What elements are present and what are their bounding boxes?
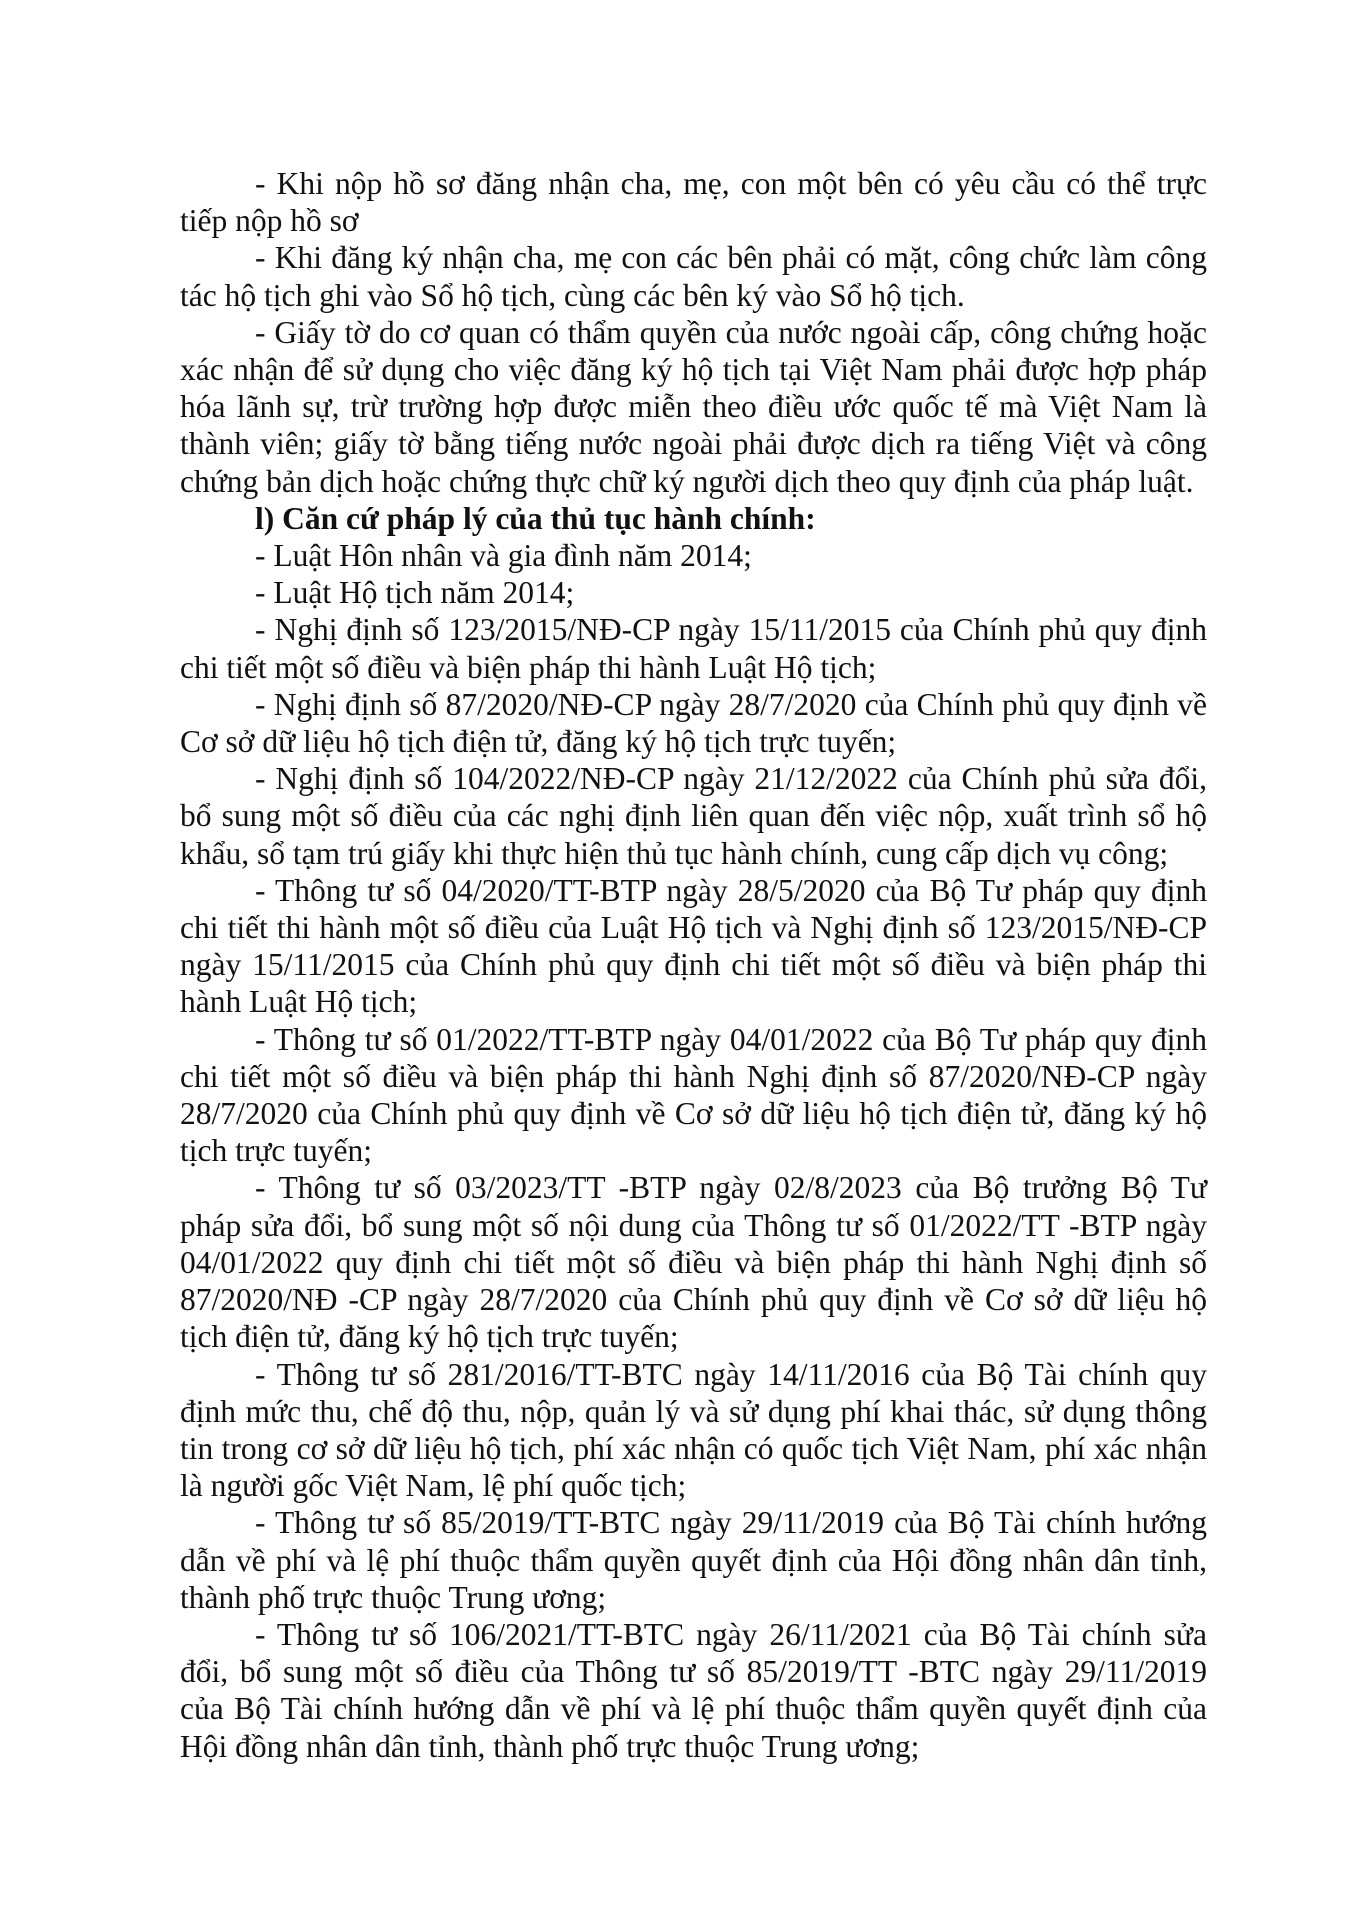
legal-basis-item: - Luật Hôn nhân và gia đình năm 2014; — [255, 538, 752, 574]
paragraph-submission-note: - Khi nộp hồ sơ đăng nhận cha, mẹ, con một bên có yêu cầu có thể trực tiếp nộp hồ sơ — [180, 166, 1207, 239]
legal-basis-item: - Thông tư số 04/2020/TT-BTP ngày 28/5/2020 của Bộ Tư pháp quy định chi tiết thi hành một số điều của Luật Hộ tịch và Nghị định số 123/2015/NĐ-CP ngày 15/11/2015 của Chính phủ quy định chi tiết một số điều và biện pháp thi hành Luật Hộ tịch; — [180, 872, 1207, 1020]
legal-basis-item: - Luật Hộ tịch năm 2014; — [255, 575, 575, 611]
legal-basis-item: - Thông tư số 01/2022/TT-BTP ngày 04/01/2022 của Bộ Tư pháp quy định chi tiết một số điều và biện pháp thi hành Nghị định số 87/2020/NĐ-CP ngày 28/7/2020 của Chính phủ quy định về Cơ sở dữ liệu hộ tịch điện tử, đăng ký hộ tịch trực tuyến; — [180, 1021, 1207, 1169]
paragraph-presence-note: - Khi đăng ký nhận cha, mẹ con các bên phải có mặt, công chức làm công tác hộ tịch ghi vào Sổ hộ tịch, cùng các bên ký vào Sổ hộ tịch. — [180, 240, 1207, 313]
section-heading-legal-basis: l) Căn cứ pháp lý của thủ tục hành chính: — [255, 500, 816, 536]
paragraph-foreign-documents-note: - Giấy tờ do cơ quan có thẩm quyền của nước ngoài cấp, công chứng hoặc xác nhận để sử dụng cho việc đăng ký hộ tịch tại Việt Nam phải được hợp pháp hóa lãnh sự, trừ trường hợp được miễn theo điều ước quốc tế mà Việt Nam là thành viên; giấy tờ bằng tiếng nước ngoài phải được dịch ra tiếng Việt và công chứng bản dịch hoặc chứng thực chữ ký người dịch theo quy định của pháp luật. — [180, 314, 1207, 499]
legal-basis-item: - Thông tư số 03/2023/TT -BTP ngày 02/8/2023 của Bộ trưởng Bộ Tư pháp sửa đổi, bổ sung một số nội dung của Thông tư số 01/2022/TT -BTP ngày 04/01/2022 quy định chi tiết một số điều và biện pháp thi hành Nghị định số 87/2020/NĐ -CP ngày 28/7/2020 của Chính phủ quy định về Cơ sở dữ liệu hộ tịch điện tử, đăng ký hộ tịch trực tuyến; — [180, 1170, 1207, 1355]
legal-basis-item: - Thông tư số 106/2021/TT-BTC ngày 26/11/2021 của Bộ Tài chính sửa đổi, bổ sung một số điều của Thông tư số 85/2019/TT -BTC ngày 29/11/2019 của Bộ Tài chính hướng dẫn về phí và lệ phí thuộc thẩm quyền quyết định của Hội đồng nhân dân tỉnh, thành phố trực thuộc Trung ương; — [180, 1616, 1207, 1764]
legal-basis-item: - Nghị định số 87/2020/NĐ-CP ngày 28/7/2020 của Chính phủ quy định về Cơ sở dữ liệu hộ tịch điện tử, đăng ký hộ tịch trực tuyến; — [180, 686, 1207, 760]
legal-basis-item: - Nghị định số 123/2015/NĐ-CP ngày 15/11/2015 của Chính phủ quy định chi tiết một số điều và biện pháp thi hành Luật Hộ tịch; — [180, 612, 1207, 685]
legal-basis-item: - Nghị định số 104/2022/NĐ-CP ngày 21/12/2022 của Chính phủ sửa đổi, bổ sung một số điều của các nghị định liên quan đến việc nộp, xuất trình sổ hộ khẩu, sổ tạm trú giấy khi thực hiện thủ tục hành chính, cung cấp dịch vụ công; — [180, 761, 1207, 871]
legal-basis-item: - Thông tư số 281/2016/TT-BTC ngày 14/11/2016 của Bộ Tài chính quy định mức thu, chế độ thu, nộp, quản lý và sử dụng phí khai thác, sử dụng thông tin trong cơ sở dữ liệu hộ tịch, phí xác nhận có quốc tịch Việt Nam, phí xác nhận là người gốc Việt Nam, lệ phí quốc tịch; — [180, 1356, 1207, 1504]
legal-basis-item: - Thông tư số 85/2019/TT-BTC ngày 29/11/2019 của Bộ Tài chính hướng dẫn về phí và lệ phí thuộc thẩm quyền quyết định của Hội đồng nhân dân tỉnh, thành phố trực thuộc Trung ương; — [180, 1505, 1207, 1615]
